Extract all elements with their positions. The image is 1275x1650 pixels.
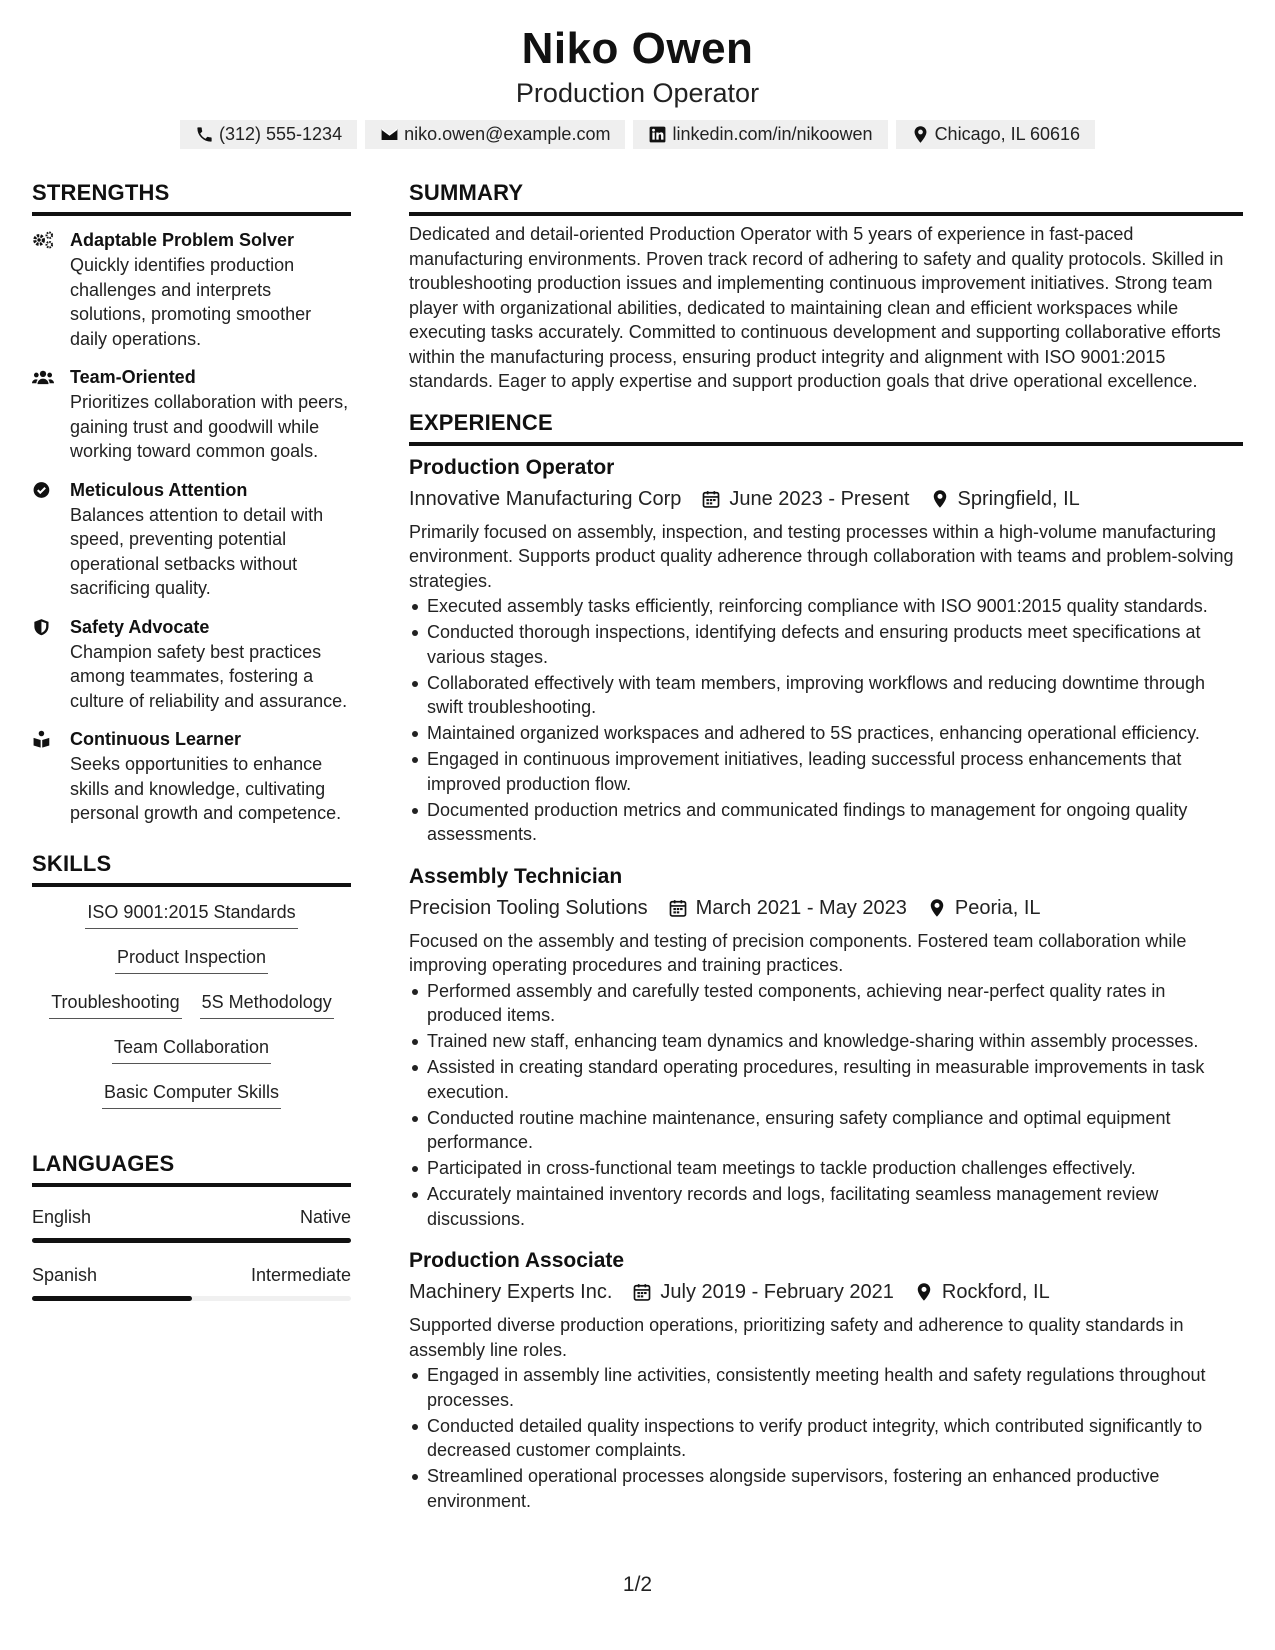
bullet-item: Conducted detailed quality inspections to verify product integrity, which contributed significantly to decreased customer complaints. [409, 1414, 1243, 1463]
contact-location-text: Chicago, IL 60616 [934, 124, 1081, 144]
strength-title: Meticulous Attention [70, 479, 248, 500]
skill-row [32, 1080, 351, 1125]
bullet-item: Collaborated effectively with team members, improving workflows and reducing downtime through swift troubleshooting. [409, 671, 1243, 720]
experience-heading: EXPERIENCE [409, 410, 1243, 446]
resume-header [0, 22, 1275, 149]
contact-bar [0, 120, 1275, 149]
job-dates: March 2021 - May 2023 [695, 896, 907, 919]
strength-description: Seeks opportunities to enhance skills and knowledge, cultivating personal growth and competence. [70, 754, 342, 823]
strengths-heading: STRENGTHS [32, 180, 351, 216]
shield-icon [32, 618, 54, 636]
book-reader-icon-wrap [32, 727, 70, 826]
bullet-item: Conducted thorough inspections, identifying defects and ensuring products meet specifications at various stages. [409, 620, 1243, 669]
job-meta [409, 893, 1243, 923]
summary-text: Dedicated and detail-oriented Production Operator with 5 years of experience in fast-paced manufacturing environments. Proven track record of adhering to safety and quality protocols. Skilled in troubleshooting production issues and implementing continuous improvement initiatives. Strong team player with organizational abilities, dedicated to maintaining clean and efficient workspaces while executing tasks accurately. Committed to continuous development and supporting collaborative efforts within the manufacturing process, ensuring product integrity and alignment with ISO 9001:2015 standards. Eager to apply expertise and support production goals that drive operational excellence. [409, 224, 1224, 391]
strength-item [32, 365, 351, 464]
job-description: Focused on the assembly and testing of precision components. Fostered team collaboration while improving operating procedures and training practices. [409, 930, 1187, 975]
language-proficiency-bar [32, 1296, 351, 1301]
job-location: Springfield, IL [957, 487, 1080, 510]
skill-tag: Troubleshooting [49, 990, 181, 1019]
job-entry [409, 1247, 1243, 1513]
linkedin-icon [648, 125, 667, 144]
check-circle-icon [32, 481, 54, 499]
language-level: Native [299, 1206, 351, 1227]
bullet-item: Engaged in continuous improvement initiatives, leading successful process enhancements that improved production flow. [409, 747, 1243, 796]
job-location: Peoria, IL [954, 896, 1041, 919]
phone-icon [195, 125, 214, 144]
gears-icon [32, 231, 54, 249]
left-column [32, 180, 351, 1301]
users-icon-wrap [32, 365, 70, 464]
job-description: Supported diverse production operations, prioritizing safety and adherence to quality standards in assembly line roles. [409, 1315, 1184, 1360]
skills-heading: SKILLS [32, 851, 351, 887]
language-proficiency-fill [32, 1296, 192, 1301]
language-proficiency-bar [32, 1238, 351, 1243]
summary-heading: SUMMARY [409, 180, 1243, 216]
job-company: Machinery Experts Inc. [409, 1281, 613, 1303]
strength-title: Adaptable Problem Solver [70, 230, 295, 250]
contact-linkedin-text: linkedin.com/in/nikoowen [672, 124, 873, 144]
strength-item [32, 727, 351, 826]
strength-body [70, 615, 351, 714]
strengths-list [32, 228, 351, 826]
job-company: Innovative Manufacturing Corp [409, 487, 682, 510]
contact-email[interactable] [365, 120, 625, 149]
strength-title: Safety Advocate [70, 616, 210, 637]
job-bullets [409, 979, 1243, 1232]
skill-row [32, 990, 351, 1035]
skill-tag: ISO 9001:2015 Standards [85, 900, 297, 929]
strength-description: Balances attention to detail with speed, preventing potential operational setbacks without sacrificing quality. [70, 504, 324, 598]
language-name: Spanish [32, 1264, 98, 1285]
skill-row [32, 1035, 351, 1080]
location-pin-icon [911, 125, 930, 144]
page-number: 1/2 [622, 1573, 653, 1596]
job-meta [409, 1277, 1243, 1307]
envelope-icon [380, 125, 399, 144]
bullet-item: Streamlined operational processes alongside supervisors, fostering an enhanced productive environment. [409, 1464, 1243, 1513]
strength-description: Prioritizes collaboration with peers, gaining trust and goodwill while working toward common goals. [70, 392, 349, 461]
language-row [32, 1207, 351, 1228]
envelope-icon [380, 125, 399, 144]
strength-body [70, 228, 351, 351]
job-dates: June 2023 - Present [729, 487, 910, 510]
skill-tag: Team Collaboration [112, 1035, 271, 1064]
contact-location [896, 120, 1095, 149]
strength-description: Champion safety best practices among teammates, fostering a culture of reliability and assurance. [70, 641, 348, 711]
bullet-item: Maintained organized workspaces and adhered to 5S practices, enhancing operational efficiency. [409, 721, 1243, 746]
location-pin-icon [930, 489, 950, 509]
check-circle-icon-wrap [32, 478, 70, 601]
bullet-item: Documented production metrics and communicated findings to management for ongoing quality assessments. [409, 798, 1243, 847]
language-level: Intermediate [250, 1264, 351, 1285]
location-pin-icon [914, 1282, 934, 1302]
strengths-section [32, 180, 351, 826]
strength-item [32, 228, 351, 351]
job-description: Primarily focused on assembly, inspection, and testing processes within a high-volume manufacturing environment. Supports product quality adherence through collaboration with teams and problem-solving strategies. [409, 521, 1234, 591]
job-title: Assembly Technician [409, 864, 623, 888]
location-pin-icon [927, 898, 947, 918]
users-icon [32, 368, 54, 386]
bullet-item: Participated in cross-functional team meetings to tackle production challenges effectively. [409, 1156, 1243, 1181]
job-location: Rockford, IL [941, 1281, 1050, 1303]
bullet-item: Trained new staff, enhancing team dynamics and knowledge-sharing within assembly processes. [409, 1029, 1243, 1054]
gears-icon-wrap [32, 228, 70, 351]
experience-section [409, 410, 1243, 1514]
linkedin-icon [648, 125, 667, 144]
strength-body [70, 365, 351, 464]
bullet-item: Engaged in assembly line activities, consistently meeting health and safety regulations throughout processes. [409, 1363, 1243, 1412]
language-row [32, 1265, 351, 1286]
summary-section [409, 180, 1243, 394]
contact-phone[interactable] [180, 120, 357, 149]
skills-section [32, 851, 351, 1125]
strength-title: Team-Oriented [70, 367, 196, 387]
skill-tag: 5S Methodology [200, 990, 334, 1019]
skill-tag: Basic Computer Skills [102, 1080, 281, 1109]
strength-title: Continuous Learner [70, 729, 242, 749]
candidate-name: Niko Owen [521, 24, 754, 73]
job-dates: July 2019 - February 2021 [660, 1281, 894, 1303]
strength-item [32, 478, 351, 601]
languages-list [32, 1207, 351, 1301]
strength-description: Quickly identifies production challenges and interprets solutions, promoting smoother daily operations. [70, 255, 312, 349]
calendar-icon [632, 1282, 652, 1302]
skill-row [32, 900, 351, 945]
job-meta [409, 484, 1243, 514]
candidate-headline: Production Operator [515, 78, 760, 108]
job-list [409, 454, 1243, 1514]
job-title: Production Operator [409, 455, 615, 479]
job-entry [409, 863, 1243, 1232]
job-bullets [409, 594, 1243, 847]
phone-icon [195, 125, 214, 144]
skills-list [32, 900, 351, 1125]
bullet-item: Accurately maintained inventory records and logs, facilitating seamless management review discussions. [409, 1182, 1243, 1231]
bullet-item: Performed assembly and carefully tested components, achieving near-perfect quality rates in produced items. [409, 979, 1243, 1028]
location-pin-icon [911, 125, 930, 144]
language-name: English [32, 1206, 92, 1227]
languages-section [32, 1151, 351, 1301]
job-title: Production Associate [409, 1249, 625, 1272]
contact-phone-text: (312) 555-1234 [218, 124, 343, 144]
book-reader-icon [32, 730, 54, 748]
job-company: Precision Tooling Solutions [409, 896, 648, 919]
skill-row [32, 945, 351, 990]
job-entry [409, 454, 1243, 847]
strength-item [32, 615, 351, 714]
contact-email-text: niko.owen@example.com [404, 124, 611, 144]
shield-icon-wrap [32, 615, 70, 714]
bullet-item: Conducted routine machine maintenance, ensuring safety compliance and optimal equipment performance. [409, 1106, 1243, 1155]
strength-body [70, 478, 351, 601]
bullet-item: Executed assembly tasks efficiently, reinforcing compliance with ISO 9001:2015 quality standards. [409, 594, 1243, 619]
right-column [409, 180, 1243, 1515]
language-proficiency-fill [32, 1238, 351, 1243]
contact-linkedin[interactable] [633, 120, 887, 149]
calendar-icon [668, 898, 688, 918]
skill-tag: Product Inspection [115, 945, 268, 974]
strength-body [70, 727, 351, 826]
calendar-icon [701, 489, 721, 509]
bullet-item: Assisted in creating standard operating procedures, resulting in measurable improvements in task execution. [409, 1055, 1243, 1104]
languages-heading: LANGUAGES [32, 1151, 351, 1187]
job-bullets [409, 1363, 1243, 1513]
